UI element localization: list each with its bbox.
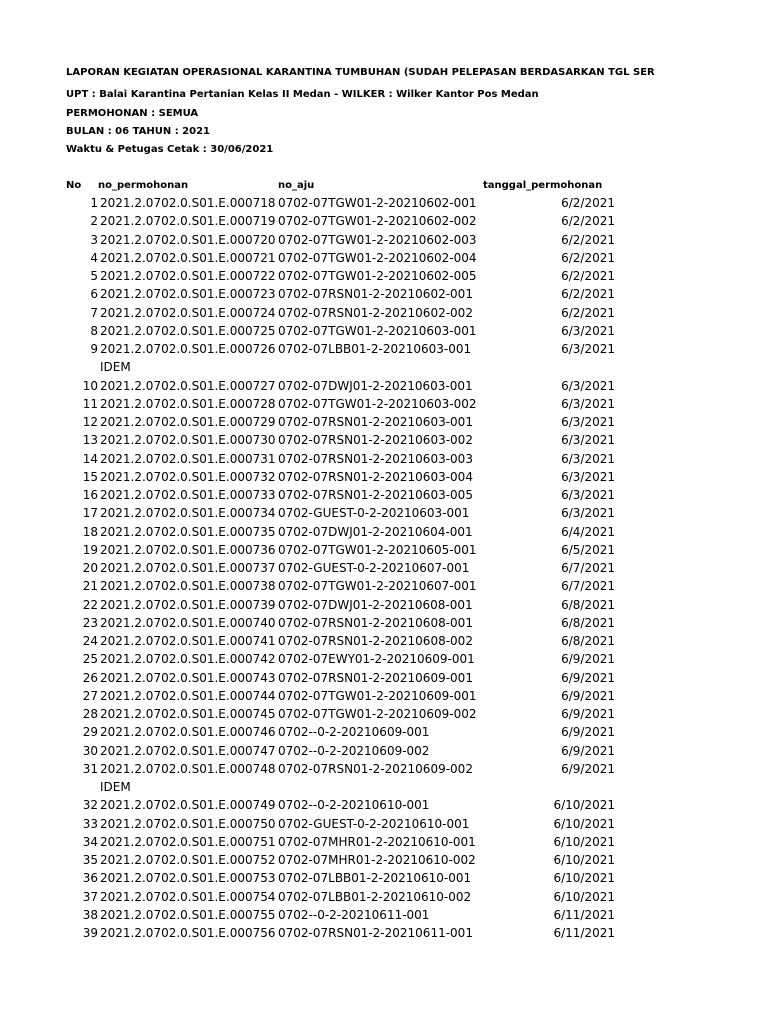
table-row — [0, 669, 768, 687]
no-permohonan-cell: 2021.2.0702.0.S01.E.000734 — [100, 506, 276, 521]
tanggal-permohonan-cell: 6/3/2021 — [561, 415, 615, 429]
no-aju-cell: 0702-07TGW01-2-20210603-001 — [278, 323, 477, 338]
tanggal-permohonan-cell: 6/2/2021 — [561, 287, 615, 302]
row-number: 25 — [82, 652, 98, 667]
no-permohonan-cell: 2021.2.0702.0.S01.E.000751 — [100, 834, 276, 849]
table-row — [0, 833, 768, 851]
no-permohonan-cell: 2021.2.0702.0.S01.E.000747 — [100, 743, 276, 758]
table-row — [0, 541, 768, 559]
tanggal-permohonan-cell: 6/2/2021 — [561, 214, 615, 229]
table-row — [0, 596, 768, 614]
tanggal-permohonan-cell: 6/9/2021 — [561, 707, 615, 721]
no-permohonan-cell: 2021.2.0702.0.S01.E.000738 — [100, 579, 276, 594]
table-row — [0, 431, 768, 449]
column-header-no-aju: no_aju — [278, 180, 315, 191]
no-permohonan-cell: 2021.2.0702.0.S01.E.000748 — [100, 761, 276, 776]
no-aju-cell: 0702-GUEST-0-2-20210607-001 — [278, 561, 470, 575]
no-aju-cell: 0702-07RSN01-2-20210603-005 — [278, 488, 473, 502]
table-row — [0, 304, 768, 322]
row-number: 9 — [90, 342, 98, 356]
row-number: 2 — [90, 214, 98, 229]
report-table-body — [0, 194, 768, 942]
no-permohonan-cell: 2021.2.0702.0.S01.E.000729 — [100, 415, 276, 429]
table-row — [0, 231, 768, 249]
no-permohonan-cell: 2021.2.0702.0.S01.E.000754 — [100, 889, 276, 904]
row-number: 4 — [90, 250, 98, 265]
no-aju-cell: 0702-07RSN01-2-20210603-004 — [278, 469, 473, 484]
tanggal-permohonan-cell: 6/10/2021 — [553, 834, 615, 849]
tanggal-permohonan-cell: 6/8/2021 — [561, 597, 615, 612]
row-number: 19 — [82, 542, 98, 557]
tanggal-permohonan-cell: 6/2/2021 — [561, 305, 615, 320]
table-row — [0, 815, 768, 833]
row-number: 34 — [82, 834, 98, 849]
no-aju-cell: 0702-07MHR01-2-20210610-001 — [278, 834, 476, 849]
no-aju-cell: 0702-07LBB01-2-20210610-002 — [278, 889, 472, 904]
table-row — [0, 322, 768, 340]
no-permohonan-cell: 2021.2.0702.0.S01.E.000750 — [100, 816, 276, 831]
table-row — [0, 486, 768, 504]
tanggal-permohonan-cell: 6/9/2021 — [561, 761, 615, 776]
no-aju-cell: 0702-07TGW01-2-20210607-001 — [278, 579, 477, 594]
report-period: BULAN : 06 TAHUN : 2021 — [66, 126, 211, 137]
table-row — [0, 796, 768, 814]
row-number: 38 — [82, 907, 98, 922]
report-upt: UPT : Balai Karantina Pertanian Kelas II Medan - WILKER : Wilker Kantor Pos Medan — [66, 89, 539, 100]
table-row — [0, 632, 768, 650]
no-aju-cell: 0702-07TGW01-2-20210609-001 — [278, 688, 477, 703]
table-row — [0, 212, 768, 230]
row-number: 20 — [82, 561, 98, 575]
no-aju-cell: 0702--0-2-20210611-001 — [278, 907, 430, 922]
row-number: 21 — [82, 579, 98, 594]
row-number: 6 — [90, 287, 98, 302]
no-aju-cell: 0702-07TGW01-2-20210602-001 — [278, 196, 477, 210]
tanggal-permohonan-cell: 6/2/2021 — [561, 250, 615, 265]
no-permohonan-cell: 2021.2.0702.0.S01.E.000741 — [100, 634, 276, 648]
no-permohonan-cell: 2021.2.0702.0.S01.E.000736 — [100, 542, 276, 557]
tanggal-permohonan-cell: 6/2/2021 — [561, 232, 615, 247]
table-row — [0, 340, 768, 358]
row-number: 18 — [82, 524, 98, 539]
row-number: 23 — [82, 615, 98, 630]
table-row — [0, 705, 768, 723]
row-number: 39 — [82, 926, 98, 940]
table-note-row — [0, 778, 768, 796]
no-permohonan-cell: 2021.2.0702.0.S01.E.000730 — [100, 433, 276, 448]
table-row — [0, 267, 768, 285]
table-note-row — [0, 358, 768, 376]
tanggal-permohonan-cell: 6/9/2021 — [561, 670, 615, 685]
no-aju-cell: 0702-07RSN01-2-20210603-002 — [278, 433, 473, 448]
no-aju-cell: 0702-07RSN01-2-20210611-001 — [278, 926, 473, 940]
no-permohonan-cell: 2021.2.0702.0.S01.E.000752 — [100, 853, 276, 867]
row-number: 5 — [90, 269, 98, 283]
no-permohonan-cell: 2021.2.0702.0.S01.E.000744 — [100, 688, 276, 703]
table-row — [0, 906, 768, 924]
no-permohonan-cell: 2021.2.0702.0.S01.E.000739 — [100, 597, 276, 612]
row-number: 30 — [82, 743, 98, 758]
tanggal-permohonan-cell: 6/2/2021 — [561, 196, 615, 210]
note-text: IDEM — [100, 780, 131, 794]
no-permohonan-cell: 2021.2.0702.0.S01.E.000735 — [100, 524, 276, 539]
no-aju-cell: 0702-07LBB01-2-20210603-001 — [278, 342, 472, 356]
row-number: 11 — [82, 396, 98, 411]
no-permohonan-cell: 2021.2.0702.0.S01.E.000733 — [100, 488, 276, 502]
row-number: 16 — [82, 488, 98, 502]
table-row — [0, 249, 768, 267]
table-row — [0, 559, 768, 577]
table-row — [0, 468, 768, 486]
no-permohonan-cell: 2021.2.0702.0.S01.E.000719 — [100, 214, 276, 229]
no-permohonan-cell: 2021.2.0702.0.S01.E.000727 — [100, 378, 276, 393]
no-aju-cell: 0702-07LBB01-2-20210610-001 — [278, 871, 472, 886]
no-aju-cell: 0702-07RSN01-2-20210608-002 — [278, 634, 473, 648]
table-row — [0, 888, 768, 906]
tanggal-permohonan-cell: 6/11/2021 — [553, 926, 615, 940]
row-number: 26 — [82, 670, 98, 685]
row-number: 31 — [82, 761, 98, 776]
no-permohonan-cell: 2021.2.0702.0.S01.E.000755 — [100, 907, 276, 922]
tanggal-permohonan-cell: 6/9/2021 — [561, 743, 615, 758]
table-row — [0, 377, 768, 395]
row-number: 14 — [82, 451, 98, 466]
tanggal-permohonan-cell: 6/10/2021 — [553, 816, 615, 831]
table-row — [0, 413, 768, 431]
no-aju-cell: 0702-GUEST-0-2-20210610-001 — [278, 816, 470, 831]
table-row — [0, 650, 768, 668]
no-permohonan-cell: 2021.2.0702.0.S01.E.000737 — [100, 561, 276, 575]
row-number: 10 — [82, 378, 98, 393]
table-row — [0, 450, 768, 468]
no-permohonan-cell: 2021.2.0702.0.S01.E.000726 — [100, 342, 276, 356]
tanggal-permohonan-cell: 6/3/2021 — [561, 488, 615, 502]
no-permohonan-cell: 2021.2.0702.0.S01.E.000725 — [100, 323, 276, 338]
row-number: 12 — [82, 415, 98, 429]
note-text: IDEM — [100, 360, 131, 375]
report-print-info: Waktu & Petugas Cetak : 30/06/2021 — [66, 144, 274, 155]
no-permohonan-cell: 2021.2.0702.0.S01.E.000724 — [100, 305, 276, 320]
no-permohonan-cell: 2021.2.0702.0.S01.E.000718 — [100, 196, 276, 210]
table-row — [0, 851, 768, 869]
tanggal-permohonan-cell: 6/10/2021 — [553, 853, 615, 867]
tanggal-permohonan-cell: 6/11/2021 — [553, 907, 615, 922]
no-permohonan-cell: 2021.2.0702.0.S01.E.000753 — [100, 871, 276, 886]
no-aju-cell: 0702-07RSN01-2-20210602-002 — [278, 305, 473, 320]
row-number: 28 — [82, 707, 98, 721]
table-row — [0, 194, 768, 212]
no-aju-cell: 0702--0-2-20210610-001 — [278, 798, 430, 813]
column-header-tanggal-permohonan: tanggal_permohonan — [483, 180, 603, 191]
no-permohonan-cell: 2021.2.0702.0.S01.E.000745 — [100, 707, 276, 721]
row-number: 8 — [90, 323, 98, 338]
no-aju-cell: 0702-07RSN01-2-20210608-001 — [278, 615, 473, 630]
no-aju-cell: 0702-07DWJ01-2-20210603-001 — [278, 378, 473, 393]
tanggal-permohonan-cell: 6/3/2021 — [561, 323, 615, 338]
row-number: 27 — [82, 688, 98, 703]
no-permohonan-cell: 2021.2.0702.0.S01.E.000721 — [100, 250, 276, 265]
no-aju-cell: 0702-07MHR01-2-20210610-002 — [278, 853, 476, 867]
table-row — [0, 577, 768, 595]
tanggal-permohonan-cell: 6/3/2021 — [561, 469, 615, 484]
no-aju-cell: 0702-07TGW01-2-20210602-003 — [278, 232, 477, 247]
no-aju-cell: 0702-07DWJ01-2-20210604-001 — [278, 524, 473, 539]
row-number: 17 — [82, 506, 98, 521]
tanggal-permohonan-cell: 6/9/2021 — [561, 688, 615, 703]
table-row — [0, 687, 768, 705]
table-row — [0, 614, 768, 632]
no-aju-cell: 0702-07TGW01-2-20210605-001 — [278, 542, 477, 557]
row-number: 24 — [82, 634, 98, 648]
row-number: 35 — [82, 853, 98, 867]
no-aju-cell: 0702-07RSN01-2-20210609-002 — [278, 761, 473, 776]
table-row — [0, 523, 768, 541]
no-permohonan-cell: 2021.2.0702.0.S01.E.000743 — [100, 670, 276, 685]
no-aju-cell: 0702-07RSN01-2-20210603-003 — [278, 451, 473, 466]
row-number: 3 — [90, 232, 98, 247]
tanggal-permohonan-cell: 6/4/2021 — [561, 524, 615, 539]
tanggal-permohonan-cell: 6/3/2021 — [561, 451, 615, 466]
row-number: 22 — [82, 597, 98, 612]
report-title: LAPORAN KEGIATAN OPERASIONAL KARANTINA TUMBUHAN (SUDAH PELEPASAN BERDASARKAN TGL SER — [66, 67, 655, 78]
tanggal-permohonan-cell: 6/10/2021 — [553, 798, 615, 813]
tanggal-permohonan-cell: 6/9/2021 — [561, 725, 615, 740]
tanggal-permohonan-cell: 6/8/2021 — [561, 615, 615, 630]
table-row — [0, 760, 768, 778]
no-permohonan-cell: 2021.2.0702.0.S01.E.000722 — [100, 269, 276, 283]
tanggal-permohonan-cell: 6/5/2021 — [561, 542, 615, 557]
report-permohonan: PERMOHONAN : SEMUA — [66, 108, 199, 119]
row-number: 7 — [90, 305, 98, 320]
row-number: 37 — [82, 889, 98, 904]
tanggal-permohonan-cell: 6/7/2021 — [561, 561, 615, 575]
no-permohonan-cell: 2021.2.0702.0.S01.E.000731 — [100, 451, 276, 466]
column-header-no-permohonan: no_permohonan — [98, 180, 189, 191]
no-permohonan-cell: 2021.2.0702.0.S01.E.000728 — [100, 396, 276, 411]
no-aju-cell: 0702-07TGW01-2-20210603-002 — [278, 396, 477, 411]
no-permohonan-cell: 2021.2.0702.0.S01.E.000740 — [100, 615, 276, 630]
no-aju-cell: 0702-07RSN01-2-20210609-001 — [278, 670, 473, 685]
no-permohonan-cell: 2021.2.0702.0.S01.E.000749 — [100, 798, 276, 813]
no-aju-cell: 0702-07DWJ01-2-20210608-001 — [278, 597, 473, 612]
row-number: 36 — [82, 871, 98, 886]
no-permohonan-cell: 2021.2.0702.0.S01.E.000742 — [100, 652, 276, 667]
table-row — [0, 742, 768, 760]
no-aju-cell: 0702-07TGW01-2-20210609-002 — [278, 707, 477, 721]
table-row — [0, 924, 768, 942]
row-number: 33 — [82, 816, 98, 831]
no-aju-cell: 0702-07TGW01-2-20210602-002 — [278, 214, 477, 229]
tanggal-permohonan-cell: 6/3/2021 — [561, 506, 615, 521]
tanggal-permohonan-cell: 6/3/2021 — [561, 378, 615, 393]
column-header-no: No — [66, 180, 82, 191]
table-row — [0, 395, 768, 413]
no-aju-cell: 0702-07RSN01-2-20210602-001 — [278, 287, 473, 302]
table-row — [0, 504, 768, 522]
tanggal-permohonan-cell: 6/7/2021 — [561, 579, 615, 594]
no-aju-cell: 0702-07TGW01-2-20210602-005 — [278, 269, 477, 283]
tanggal-permohonan-cell: 6/10/2021 — [553, 889, 615, 904]
tanggal-permohonan-cell: 6/3/2021 — [561, 433, 615, 448]
no-permohonan-cell: 2021.2.0702.0.S01.E.000746 — [100, 725, 276, 740]
no-permohonan-cell: 2021.2.0702.0.S01.E.000720 — [100, 232, 276, 247]
tanggal-permohonan-cell: 6/9/2021 — [561, 652, 615, 667]
row-number: 29 — [82, 725, 98, 740]
no-aju-cell: 0702-07EWY01-2-20210609-001 — [278, 652, 475, 667]
no-permohonan-cell: 2021.2.0702.0.S01.E.000732 — [100, 469, 276, 484]
no-aju-cell: 0702--0-2-20210609-001 — [278, 725, 430, 740]
no-aju-cell: 0702-07RSN01-2-20210603-001 — [278, 415, 473, 429]
table-row — [0, 285, 768, 303]
no-permohonan-cell: 2021.2.0702.0.S01.E.000756 — [100, 926, 276, 940]
tanggal-permohonan-cell: 6/10/2021 — [553, 871, 615, 886]
no-permohonan-cell: 2021.2.0702.0.S01.E.000723 — [100, 287, 276, 302]
row-number: 13 — [82, 433, 98, 448]
tanggal-permohonan-cell: 6/2/2021 — [561, 269, 615, 283]
row-number: 32 — [82, 798, 98, 813]
row-number: 1 — [90, 196, 98, 210]
no-aju-cell: 0702-GUEST-0-2-20210603-001 — [278, 506, 470, 521]
no-aju-cell: 0702--0-2-20210609-002 — [278, 743, 430, 758]
table-row — [0, 869, 768, 887]
no-aju-cell: 0702-07TGW01-2-20210602-004 — [278, 250, 477, 265]
table-row — [0, 723, 768, 741]
tanggal-permohonan-cell: 6/3/2021 — [561, 342, 615, 356]
tanggal-permohonan-cell: 6/3/2021 — [561, 396, 615, 411]
row-number: 15 — [82, 469, 98, 484]
tanggal-permohonan-cell: 6/8/2021 — [561, 634, 615, 648]
